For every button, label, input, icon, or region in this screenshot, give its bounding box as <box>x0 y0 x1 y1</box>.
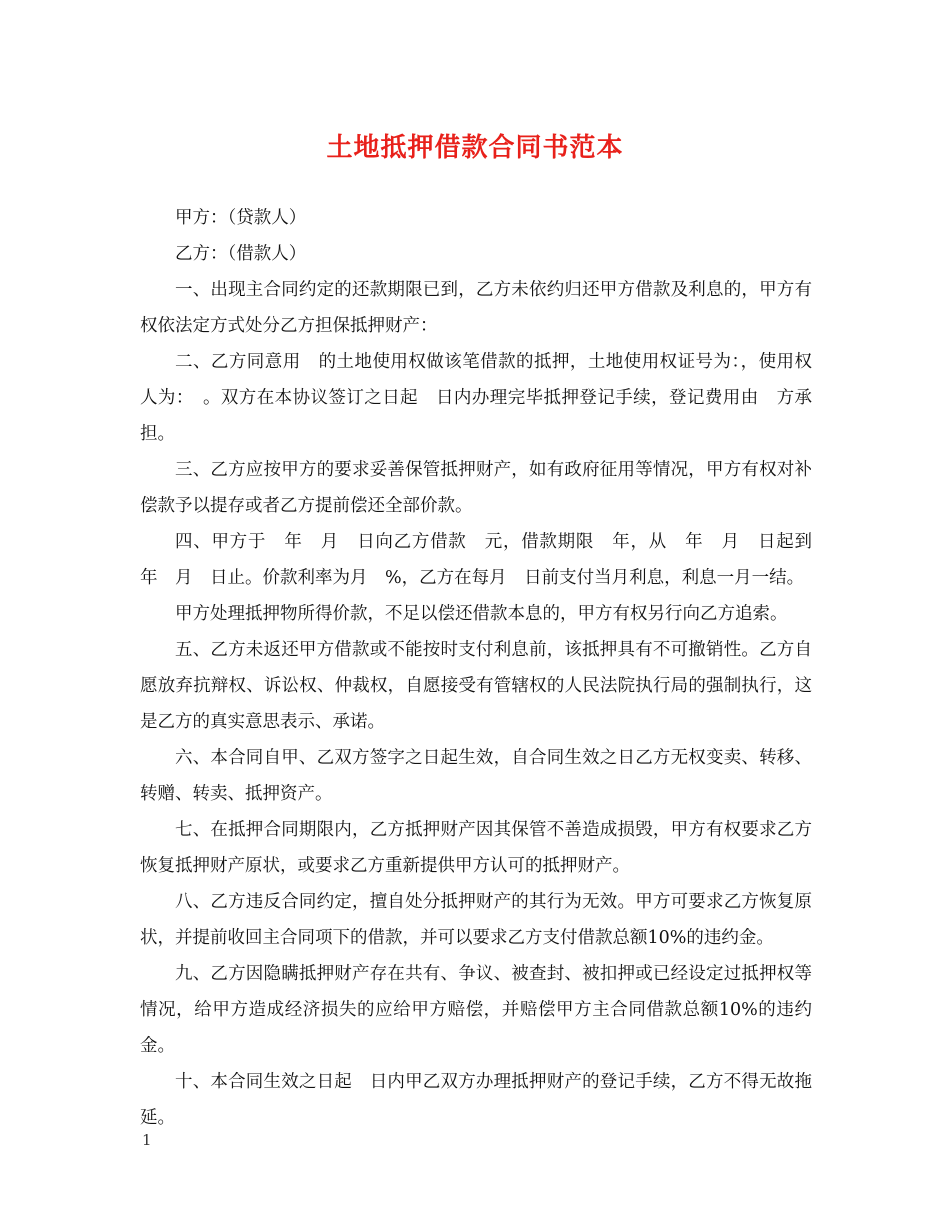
clause-1: 一、出现主合同约定的还款期限已到，乙方未依约归还甲方借款及利息的，甲方有权依法定方式处分乙方担保抵押财产： <box>140 280 812 336</box>
clause-8: 八、乙方违反合同约定，擅自处分抵押财产的其行为无效。甲方可要求乙方恢复原状，并提前收回主合同项下的借款，并可以要求乙方支付借款总额10%的违约金。 <box>140 892 812 948</box>
clause-7: 七、在抵押合同期限内，乙方抵押财产因其保管不善造成损毁，甲方有权要求乙方恢复抵押财产原状，或要求乙方重新提供甲方认可的抵押财产。 <box>140 820 812 876</box>
party-a-line: 甲方：（贷款人） <box>175 208 307 228</box>
clause-9: 九、乙方因隐瞒抵押财产存在共有、争议、被查封、被扣押或已经设定过抵押权等情况，给甲方造成经济损失的应给甲方赔偿，并赔偿甲方主合同借款总额10%的违约金。 <box>140 964 812 1056</box>
clause-4-supplement: 甲方处理抵押物所得价款，不足以偿还借款本息的，甲方有权另行向乙方追索。 <box>175 604 788 624</box>
party-b-line: 乙方：（借款人） <box>175 244 307 264</box>
clause-3: 三、乙方应按甲方的要求妥善保管抵押财产，如有政府征用等情况，甲方有权对补偿款予以提存或者乙方提前偿还全部价款。 <box>140 460 812 516</box>
page-number: 1 <box>142 1131 152 1149</box>
clause-10: 十、本合同生效之日起 日内甲乙双方办理抵押财产的登记手续，乙方不得无故拖延。 <box>140 1072 812 1128</box>
clause-6: 六、本合同自甲、乙双方签字之日起生效，自合同生效之日乙方无权变卖、转移、转赠、转卖、抵押资产。 <box>140 748 812 804</box>
document-title: 土地抵押借款合同书范本 <box>326 133 624 163</box>
document-body <box>140 200 830 1136</box>
clause-5: 五、乙方未返还甲方借款或不能按时支付利息前，该抵押具有不可撤销性。乙方自愿放弃抗辩权、诉讼权、仲裁权，自愿接受有管辖权的人民法院执行局的强制执行，这是乙方的真实意思表示、承诺。 <box>140 640 812 732</box>
clause-2: 二、乙方同意用 的土地使用权做该笔借款的抵押，土地使用权证号为：，使用权人为： 。双方在本协议签订之日起 日内办理完毕抵押登记手续，登记费用由 方承担。 <box>140 352 812 444</box>
clause-4: 四、甲方于 年 月 日向乙方借款 元，借款期限 年，从 年 月 日起到 年 月 日止。价款利率为月 %，乙方在每月 日前支付当月利息，利息一月一结。 <box>140 532 830 588</box>
